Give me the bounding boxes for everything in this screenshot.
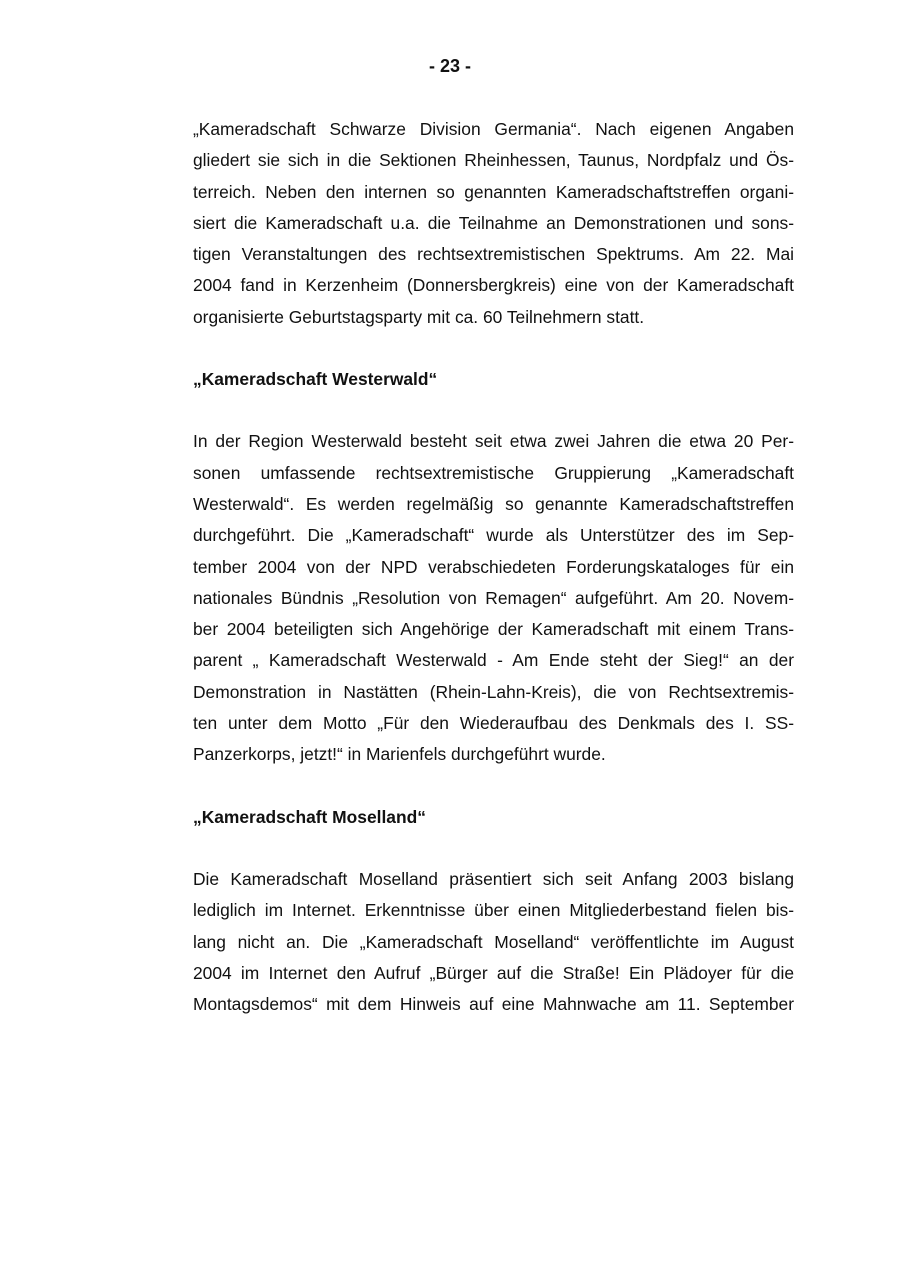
- text-line: 2004 im Internet den Aufruf „Bürger auf die Straße! Ein Plädoyer für die: [193, 962, 794, 983]
- text-line: Montagsdemos“ mit dem Hinweis auf eine Mahnwache am 11. September: [193, 994, 794, 1015]
- text-line: terreich. Neben den internen so genannten Kameradschaftstreffen organi-: [193, 181, 794, 202]
- text-line: parent „ Kameradschaft Westerwald - Am Ende steht der Sieg!“ an der: [193, 650, 794, 671]
- text-line: durchgeführt. Die „Kameradschaft“ wurde als Unterstützer des im Sep-: [193, 525, 794, 546]
- text-line: Die Kameradschaft Moselland präsentiert sich seit Anfang 2003 bislang: [193, 868, 794, 889]
- text-line: organisierte Geburtstagsparty mit ca. 60 Teilnehmern statt.: [193, 306, 645, 327]
- text-line: lediglich im Internet. Erkenntnisse über einen Mitgliederbestand fielen bis-: [193, 900, 794, 921]
- text-line: nationales Bündnis „Resolution von Remagen“ aufgeführt. Am 20. Novem-: [193, 587, 794, 608]
- text-line: Westerwald“. Es werden regelmäßig so genannte Kameradschaftstreffen: [193, 493, 794, 514]
- text-line: sonen umfassende rechtsextremistische Gruppierung „Kameradschaft: [193, 462, 794, 483]
- text-line: „Kameradschaft Schwarze Division Germania“. Nach eigenen Angaben: [193, 119, 794, 139]
- text-line: In der Region Westerwald besteht seit etwa zwei Jahren die etwa 20 Per-: [193, 431, 794, 452]
- heading-spacer: [193, 395, 794, 426]
- paragraph-moselland: [193, 864, 794, 1020]
- paragraph-spacer: [193, 333, 794, 364]
- paragraph-spacer: [193, 771, 794, 802]
- text-line: ber 2004 beteiligten sich Angehörige der Kameradschaft mit einem Trans-: [193, 619, 794, 640]
- paragraph-westerwald: [193, 426, 794, 770]
- text-line: Panzerkorps, jetzt!“ in Marienfels durchgeführt wurde.: [193, 744, 606, 765]
- text-line: tigen Veranstaltungen des rechtsextremistischen Spektrums. Am 22. Mai: [193, 244, 794, 265]
- text-line: lang nicht an. Die „Kameradschaft Moselland“ veröffentlichte im August: [193, 931, 794, 952]
- text-line: ten unter dem Motto „Für den Wiederaufbau des Denkmals des I. SS-: [193, 713, 794, 734]
- paragraph-germania: [193, 114, 794, 333]
- heading-spacer: [193, 833, 794, 864]
- text-line: siert die Kameradschaft u.a. die Teilnahme an Demonstrationen und sons-: [193, 212, 794, 233]
- text-line: gliedert sie sich in die Sektionen Rheinhessen, Taunus, Nordpfalz und Ös-: [193, 150, 794, 171]
- text-line: Demonstration in Nastätten (Rhein-Lahn-Kreis), die von Rechtsextremis-: [193, 681, 794, 702]
- text-line: 2004 fand in Kerzenheim (Donnersbergkreis) eine von der Kameradschaft: [193, 275, 794, 296]
- page-number: - 23 -: [428, 56, 471, 76]
- heading-westerwald: „Kameradschaft Westerwald“: [193, 369, 438, 390]
- heading-moselland: „Kameradschaft Moselland“: [193, 806, 426, 827]
- text-line: tember 2004 von der NPD verabschiedeten Forderungskataloges für ein: [193, 556, 794, 577]
- page-body: [193, 114, 794, 1020]
